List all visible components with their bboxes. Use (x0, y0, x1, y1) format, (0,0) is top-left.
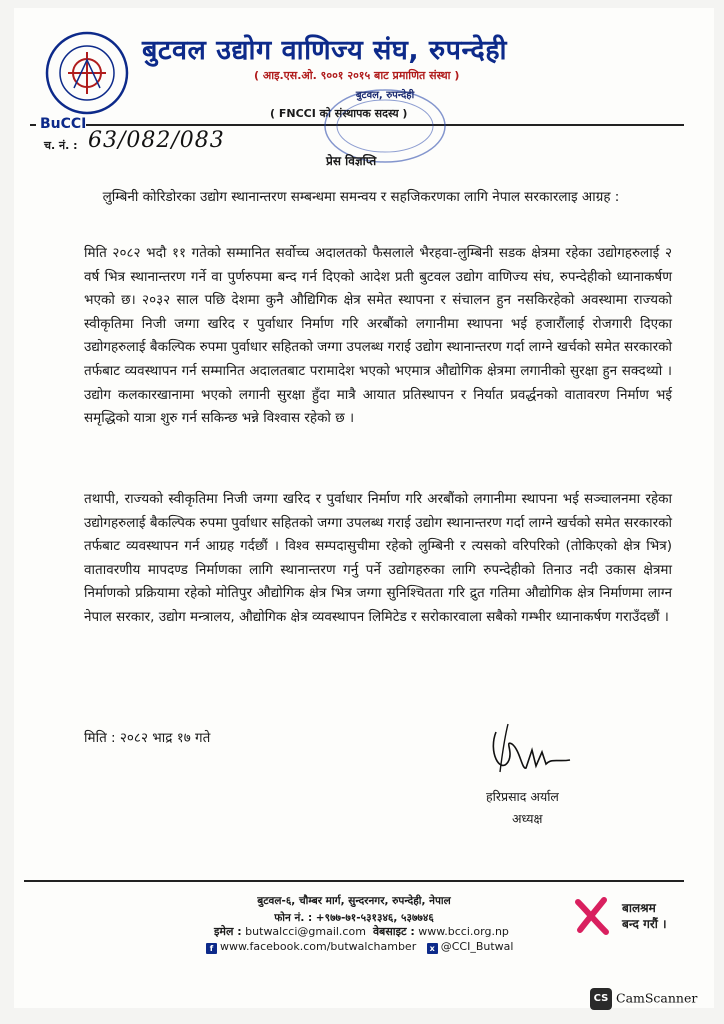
stamp-text: बुटवल, रुपन्देही (355, 90, 415, 101)
facebook-url: www.facebook.com/butwalchamber (220, 940, 417, 953)
body-paragraph-2: तथापी, राज्यको स्वीकृतिमा निजी जग्गा खरिद र पुर्वाधार निर्माण गरि अरबौंको लगानीमा स्थापना भई सञ्चालनमा रहेका उद्योगहरुलाई बैकल्पिक रुपमा पुर्वाधार सहितको जग्गा उपलब्ध गराई उद्योग स्थानान्तरण गर्दा लाग्ने खर्चको समेत सरकारको तर्फबाट व्यवस्थापन गर्न आग्रह गर्दछौं । विश्व सम्पदासुचीमा रहेको लुम्बिनी र त्यसको वरिपरिको (तोकिएको क्षेत्र भित्र) वातावरणीय मापदण्ड निर्माणका लागि स्थानान्तरण गर्नु पर्ने उद्योगहरुका लागि रुपन्देहीको तिनाउ नदी उकास क्षेत्रमा निर्माणको प्रक्रियामा रहेको मोतिपुर औद्योगिक क्षेत्र भित्र जग्गा सुनिश्चितता गरि द्रुत गतिमा औद्योगिक क्षेत्र निर्माणमा लाग्न नेपाल सरकार, उद्योग मन्त्रालय, औद्योगिक क्षेत्र व्यवस्थापन लिमिटेड र सरोकारवाला सबैको गम्भीर ध्यानाकर्षण गराउँदछौं । (84, 491, 672, 625)
child-labour-x-icon (572, 896, 612, 936)
signature (478, 722, 588, 782)
fncci-membership-note: ( FNCCI को संस्थापक सदस्य ) (270, 107, 408, 120)
twitter-icon: x (427, 943, 438, 954)
child-labour-line-2: बन्द गरौं । (622, 917, 667, 931)
reference-number-label: च. नं. : (44, 139, 78, 152)
child-labour-line-1: बालश्रम (622, 901, 656, 915)
bucci-logo (44, 30, 130, 116)
body-paragraph-1: मिति २०८२ भदौ ११ गतेको सम्मानित सर्वोच्च अदालतको फैसलाले भैरहवा-लुम्बिनी सडक क्षेत्रमा रहेका उद्योगहरुलाई २ वर्ष भित्र स्थानान्तरण गर्ने वा पुर्णरुपमा बन्द गर्न दिएको आदेश प्रती बुटवल उद्योग वाणिज्य संघ, रुपन्देहीको ध्यानाकर्षण भएको छ। २०३२ साल पछि देशमा कुनै औद्यिगिक क्षेत्र समेत स्थापना र संचालन हुन नसकिरहेको अवस्थामा राज्यको स्वीकृतिमा निजी जग्गा खरिद र पुर्वाधार निर्माण गरि अरबौंको लगानीमा स्थापना भई हजारौंलाई रोजगारी दिएका उद्योगहरुलाई बैकल्पिक रुपमा पुर्वाधार सहितको जग्गा उपलब्ध गराई उद्योग स्थानान्तरण गर्दा लाग्ने खर्चको समेत सरकारको तर्फबाट व्यवस्थापन गर्न सम्मानित अदालतबाट परामादेश भएको भएमात्र औद्योगिक क्षेत्रमा लगानीको सुरक्षा हुन सक्दथ्यो । उद्योग कलकारखानामा भएको लगानी सुरक्षा हुँदा मात्रै आयात प्रतिस्थापन र निर्यात प्रवर्द्धनको वातावरण निर्माण भई समृद्धिको यात्रा शुरु गर्न सकिन्छ भन्ने विश्वास रहेको छ । (84, 245, 672, 427)
letter-date: मिति : २०८२ भाद्र १७ गते (84, 730, 211, 746)
signer-title: अध्यक्ष (512, 811, 543, 826)
letter-subject: लुम्बिनी कोरिडोरका उद्योग स्थानान्तरण सम्बन्धमा समन्वय र सहजिकरणका लागि नेपाल सरकारलाइ आग्रह : (102, 189, 620, 205)
website-url: www.bcci.org.np (418, 925, 509, 938)
iso-certification-note: ( आइ.एस.ओ. ९००१ २०१५ बाट प्रमाणित संस्था ) (254, 69, 460, 82)
child-labour-slogan (622, 900, 667, 932)
organization-name: बुटवल उद्योग वाणिज्य संघ, रुपन्देही (142, 35, 508, 66)
footer-contact (214, 924, 509, 939)
press-release-label: प्रेस विज्ञप्ति (326, 154, 377, 168)
reference-number: 63/082/083 (88, 128, 225, 153)
footer-rule (24, 880, 684, 882)
email-label: इमेल : (214, 925, 242, 938)
website-label: वेबसाइट : (372, 925, 415, 938)
footer-social (206, 940, 513, 954)
camscanner-logo-icon: CS (590, 988, 612, 1010)
camscanner-watermark (590, 988, 697, 1010)
organization-abbreviation: BuCCI (40, 116, 87, 132)
header-rule-left (30, 124, 36, 126)
camscanner-name: CamScanner (616, 990, 698, 1006)
footer-phone: फोन नं. : +९७७-७१-५३१३४६, ५३७७४६ (274, 912, 434, 924)
twitter-handle: @CCI_Butwal (440, 940, 514, 953)
facebook-icon: f (206, 943, 217, 954)
footer-address: बुटवल-६, चौम्बर मार्ग, सुन्दरनगर, रुपन्देही, नेपाल (257, 895, 451, 907)
signer-name: हरिप्रसाद अर्याल (486, 789, 559, 804)
email-address: butwalcci@gmail.com (245, 925, 366, 938)
